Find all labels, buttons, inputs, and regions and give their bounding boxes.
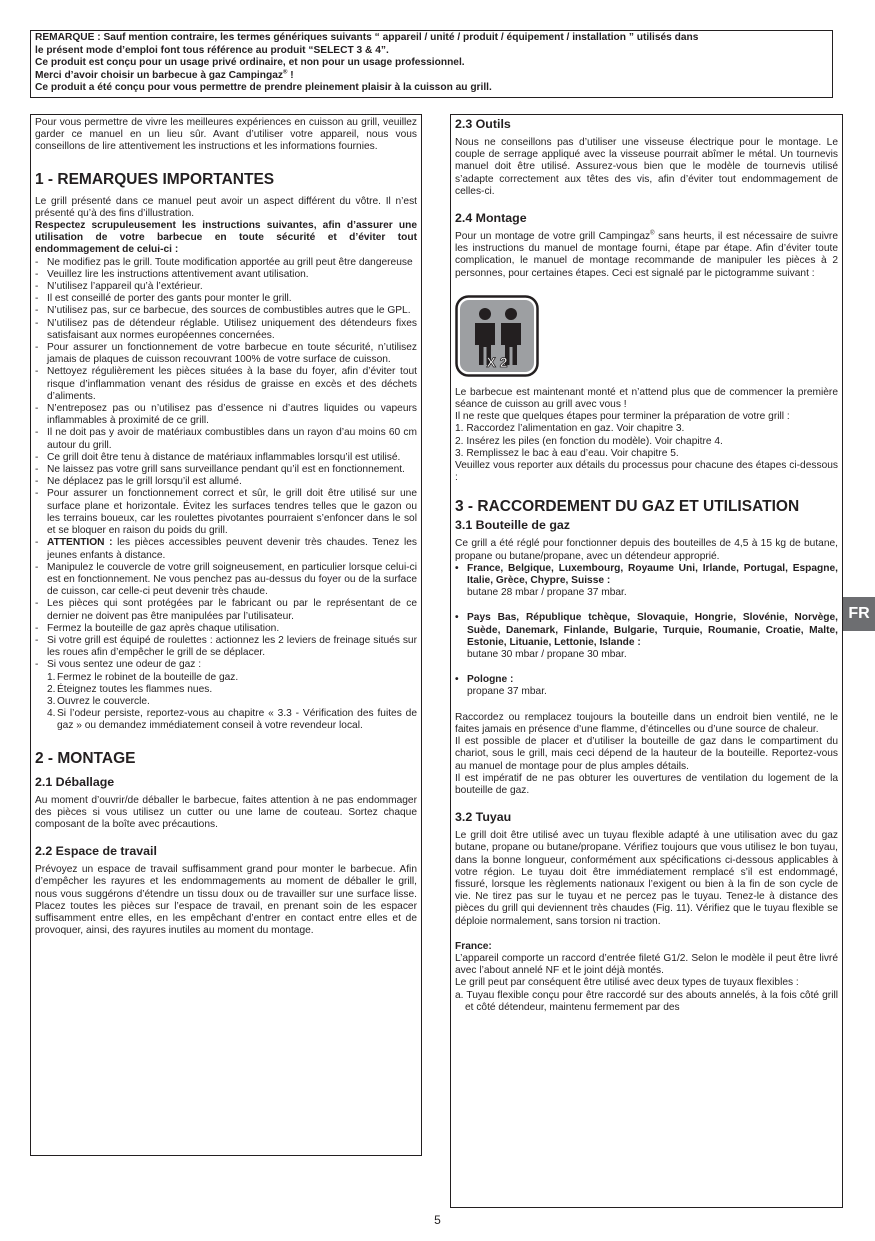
registered-mark: ® [650, 230, 655, 237]
safety-item-attention [35, 537, 417, 561]
cylinder-vent-openings-text: Il est impératif de ne pas obturer les ouvertures de ventilation du logement de la bouteille de gaz. [455, 772, 838, 796]
notice-line: Ce produit est conçu pour un usage privé ordinaire, et non pour un usage professionnel. [35, 57, 465, 69]
safety-item: - Pour assurer un fonctionnement de votre barbecue en toute sécurité, n’utilisez jamais de plaques de cuisson recouvrant 100% de votre surface de cuisson. [35, 342, 417, 366]
section-2-2-text: Prévoyez un espace de travail suffisamment grand pour monter le barbecue. Afin d’empêcher les rayures et les endommagements au moment de déballer le grill, nous vous suggérons d’étendre un tissu doux ou de travailler sur une surface lisse. Placez toutes les pièces sur l’espace de travail, en prenant soin de les espacer suffisamment entre elles, en les empêchant d’entrer en contact entre elles et de provoquer, ainsi, des rayures inutiles au moment du montage. [35, 864, 417, 937]
notice-thanks: Merci d’avoir choisir un barbecue à gaz Campingaz [35, 69, 283, 81]
safety-item: - Veuillez lire les instructions attentivement avant utilisation. [35, 269, 417, 281]
country-names: • Pays Bas, République tchèque, Slovaquie, Hongrie, Slovénie, Norvège, Suède, Danemark, Finlande, Bulgarie, Turquie, Roumanie, Croatie, Malte, Estonie, Lituanie, Lettonie, Islande : [467, 612, 838, 648]
country-group [455, 563, 838, 600]
prep-step: 1. Raccordez l’alimentation en gaz. Voir chapitre 3. [455, 423, 685, 435]
country-list [455, 563, 838, 699]
section-3-2-title: 3.2 Tuyau [455, 810, 512, 825]
safety-item: - Manipulez le couvercle de votre grill soigneusement, en particulier lorsque celui-ci est en fonctionnement. Ne vous penchez pas au-dessus du foyer ou de la surface de cuisson, car celle-ci peut devenir très chaude. [35, 562, 417, 599]
left-column [30, 114, 422, 1156]
notice-line: le présent mode d’emploi font tous référence au produit “SELECT 3 & 4”. [35, 44, 389, 56]
safety-item: - Les pièces qui sont protégées par le fabricant ou par le représentant de ce dernier ne doivent pas être manipulées par l’utilisateur. [35, 598, 417, 622]
section-2-title: 2 - MONTAGE [35, 749, 136, 767]
section-2-4-text [455, 231, 838, 280]
country-pressure: butane 30 mbar / propane 30 mbar. [467, 649, 627, 661]
safety-item: - N’utilisez pas de détendeur réglable. Utilisez uniquement des détendeurs fixes satisfaisant aux normes européennes concernées. [35, 318, 417, 342]
section-3-2-text: Le grill doit être utilisé avec un tuyau flexible adapté à une utilisation avec du gaz butane, propane ou butane/propane. Vérifiez toujours que vous utilisez le bon tuyau, dans la bonne longueur, conformément aux spécifications ci-dessous applicables à votre région. Le tuyau doit être immédiatement remplacé s’il est endommagé, fissuré, lorsque les règlements nationaux l’exigent ou bien à la fin de son cycle de vie. Ne tirez pas sur le tuyau et ne percez pas le tuyau. Tenez-le à distance des pièces du grill qui deviennent très chaudes (Fig. 11). Vérifiez que le tuyau flexible se déploie normalement, sans torsion ni traction. [455, 830, 838, 927]
safety-item: - Nettoyez régulièrement les pièces situées à la base du foyer, afin d’éviter tout risque d’inflammation venant des résidus de graisse en excès et des déchets d’aliments. [35, 366, 417, 403]
country-names: • France, Belgique, Luxembourg, Royaume Uni, Irlande, Portugal, Espagne, Italie, Grèce, Chypre, Suisse : [467, 562, 838, 587]
safety-item: - Fermez la bouteille de gaz après chaque utilisation. [35, 623, 417, 635]
gas-step [47, 684, 417, 696]
safety-item: - Il est conseillé de porter des gants pour monter le grill. [35, 293, 417, 305]
gas-step-number: 2. [47, 683, 56, 695]
safety-item: - Il ne doit pas y avoir de matériaux combustibles dans un rayon d’au moins 60 cm autour du grill. [35, 427, 417, 451]
notice-line [35, 70, 828, 83]
attention-label: ATTENTION : [47, 537, 113, 549]
section-2-4-text-a: Pour un montage de votre grill Campingaz [455, 231, 651, 243]
safety-item: - Ne déplacez pas le grill lorsqu’il est allumé. [35, 476, 417, 488]
notice-thanks-end: ! [287, 69, 294, 81]
section-1-title: 1 - REMARQUES IMPORTANTES [35, 170, 275, 188]
safety-item: - Si vous sentez une odeur de gaz : [35, 659, 417, 671]
registered-mark: ® [282, 69, 288, 76]
france-text: L’appareil comporte un raccord d’entrée fileté G1/2. Selon le modèle il peut être livré avec l’about annelé NF et le joint déjà montés. [455, 952, 838, 977]
section-2-1-title: 2.1 Déballage [35, 774, 115, 789]
section-2-3-title: 2.3 Outils [455, 117, 511, 131]
section-2-2-title: 2.2 Espace de travail [35, 844, 157, 859]
assembled-text: Le barbecue est maintenant monté et n’attend plus que de commencer la première séance de cuisson au grill avec vous ! [455, 386, 838, 411]
details-note: Veuillez vous reporter aux détails du processus pour chacune des étapes ci-dessous : [455, 460, 838, 484]
safety-list [35, 257, 417, 672]
pictogram-label: X 2 [486, 353, 508, 370]
notice-line: Ce produit a été conçu pour vous permettre de prendre pleinement plaisir à la cuisson au grill. [35, 82, 492, 94]
section-3-1-title: 3.1 Bouteille de gaz [455, 518, 570, 533]
gas-step-text: Éteignez toutes les flammes nues. [57, 683, 213, 695]
section-2-1-text: Au moment d’ouvrir/de déballer le barbecue, faites attention à ne pas endommager des pièces si vous utilisez un cutter ou une lame de couteau. Sortez chaque composant de la boîte avec précautions. [35, 794, 417, 830]
page-number: 5 [434, 1213, 441, 1227]
two-persons-icon [455, 295, 539, 377]
attention-text: les pièces accessibles peuvent devenir très chaudes. Tenez les jeunes enfants à distance. [47, 537, 418, 561]
country-group [455, 612, 838, 661]
gas-step-text: Fermez le robinet de la bouteille de gaz. [57, 671, 239, 683]
language-tab: FR [843, 597, 875, 631]
france-item-a: a. Tuyau flexible conçu pour être raccordé sur des abouts annelés, à la fois côté grill et côté détendeur, maintenu fermement par des [455, 989, 838, 1013]
cylinder-ventilation-text: Raccordez ou remplacez toujours la bouteille dans un endroit bien ventilé, ne le faites jamais en présence d’une flamme, d’étincelles ou d’une source de chaleur. [455, 711, 838, 735]
notice-box [30, 30, 833, 98]
notice-line: REMARQUE : Sauf mention contraire, les termes génériques suivants “ appareil / unité / produit / équipement / installation ” utilisés dans [35, 32, 699, 43]
section-3-title: 3 - RACCORDEMENT DU GAZ ET UTILISATION [455, 498, 800, 516]
country-pressure: butane 28 mbar / propane 37 mbar. [467, 587, 627, 599]
safety-item: - N’utilisez l’appareil qu’à l’extérieur. [35, 281, 417, 293]
safety-item: - N’utilisez pas, sur ce barbecue, des sources de combustibles autres que le GPL. [35, 305, 417, 317]
safety-item: - Si votre grill est équipé de roulettes : actionnez les 2 leviers de freinage situés sur les roues afin d’empêcher le grill de se déplacer. [35, 635, 417, 659]
gas-step-text: Ouvrez le couvercle. [57, 695, 150, 707]
safety-item: - Ne modifiez pas le grill. Toute modification apportée au grill peut être dangereuse [35, 257, 417, 269]
gas-step-number: 1. [47, 671, 56, 683]
cylinder-placement-text: Il est possible de placer et d’utiliser la bouteille de gaz dans le compartiment du chariot, sous le grill, mais ceci dépend de la hauteur de la bouteille. Reportez-vous au manuel de montage pour de plus amples détails. [455, 736, 838, 772]
gas-step [47, 672, 417, 684]
section-2-4-text-b: sans heurts, il est nécessaire de suivre les instructions du manuel de montage fourni, étape par étape. Afin d’éviter toute complication, le manuel de montage recommande de manipuler les pièces à 2 personnes, pour certaines étapes. Ceci est signalé par le pictogramme suivant : [455, 231, 838, 279]
france-text: Le grill peut par conséquent être utilisé avec deux types de tuyaux flexibles : [455, 977, 799, 989]
section-3-1-text: Ce grill a été réglé pour fonctionner depuis des bouteilles de 4,5 à 15 kg de butane, propane ou butane/propane, avec un détendeur approprié. [455, 538, 838, 562]
right-column [450, 114, 843, 1208]
intro-paragraph: Pour vous permettre de vivre les meilleures expériences en cuisson au grill, veuillez garder ce manuel en un lieu sûr. Avant d’utiliser votre appareil, nous vous conseillons de lire attentivement les instructions et les informations fournies. [35, 117, 417, 153]
remaining-steps-intro: Il ne reste que quelques étapes pour terminer la préparation de votre grill : [455, 411, 790, 423]
safety-item: - Pour assurer un fonctionnement correct et sûr, le grill doit être utilisé sur une surface plane et horizontale. Évitez les surfaces tendres telles que le gazon ou les terrains boueux, car les roulettes pivotantes pourraient s’enfoncer dans le sol et se bloquer en raison du poids du grill. [35, 488, 417, 537]
prep-step: 3. Remplissez le bac à eau d’eau. Voir chapitre 5. [455, 447, 679, 459]
section-2-4-title: 2.4 Montage [455, 211, 527, 226]
safety-item: - Ne laissez pas votre grill sans surveillance pendant qu’il est en fonctionnement. [35, 464, 417, 476]
section-1-paragraph: Le grill présenté dans ce manuel peut avoir un aspect différent du vôtre. Il n’est présenté qu’à des fins d’illustration. [35, 195, 417, 219]
gas-step-number: 4. [47, 708, 56, 720]
prep-step: 2. Insérez les piles (en fonction du modèle). Voir chapitre 4. [455, 435, 723, 447]
gas-step [47, 708, 417, 732]
section-1-warning: Respectez scrupuleusement les instructions suivantes, afin d’assurer une utilisation de votre barbecue en toute sécurité et d’éviter tout endommagement de celui-ci : [35, 220, 417, 256]
section-2-3-text: Nous ne conseillons pas d’utiliser une visseuse électrique pour le montage. Le couple de serrage appliqué avec la visseuse pourrait abîmer le métal. Un tournevis manuel doit être utilisé. Assurez-vous bien que le modèle de tournevis utilisé s’adapte correctement aux têtes des vis, afin d’éviter tout endommagement de celles-ci. [455, 137, 838, 197]
gas-step-number: 3. [47, 695, 56, 707]
country-pressure: propane 37 mbar. [467, 686, 547, 698]
country-names: • Pologne : [467, 674, 514, 686]
france-label: France: [455, 940, 492, 952]
safety-item: - N’entreposez pas ou n’utilisez pas d’essence ni d’autres liquides ou vapeurs inflammables à proximité de ce grill. [35, 403, 417, 427]
gas-step [47, 696, 417, 708]
safety-item: - Ce grill doit être tenu à distance de matériaux inflammables lorsqu’il est utilisé. [35, 452, 417, 464]
gas-smell-steps [35, 672, 417, 733]
country-group [455, 674, 838, 698]
gas-step-text: Si l’odeur persiste, reportez-vous au chapitre « 3.3 - Vérification des fuites de gaz » ou demandez immédiatement conseil à votre revendeur local. [57, 708, 417, 732]
